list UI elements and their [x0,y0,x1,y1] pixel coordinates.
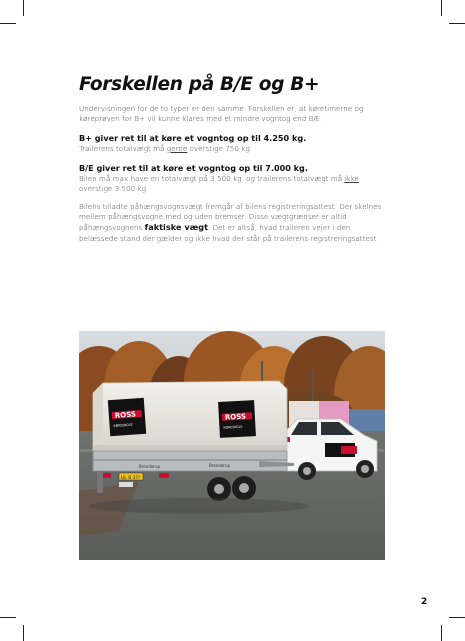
crop-mark [0,23,16,24]
crop-mark [441,625,442,641]
svg-text:ROSS: ROSS [224,412,247,422]
closing-paragraph: Bilens tilladte påhængsvognsvægt fremgår af bilens registreringsattest. Der skelnes mellem påhængsvogne med og uden bremser. Disse vægtgrænser er altid påhængsvognens faktiske vægt. Det er altså, hvad traileren vejer i den belæssede stand der gælder og ikke hvad der står på trailerens registreringsattest. [79,202,382,243]
page-content [79,74,389,244]
underlined-word: ikke [344,173,359,183]
svg-text:UL 8 3??: UL 8 3?? [121,476,141,481]
svg-text:KØRESKOLE: KØRESKOLE [223,424,243,430]
crop-mark [23,625,24,641]
section-heading-b-e: B/E giver ret til at køre et vogntog op til 7.000 kg. [79,163,308,174]
svg-text:ROSS: ROSS [114,410,137,420]
bold-phrase: faktiske vægt [144,222,208,233]
section-heading-b-plus: B+ giver ret til at køre et vogntog op til 4.250 kg. [79,133,307,144]
crop-mark [0,617,16,618]
intro-paragraph: Undervisningen for de to typer er den samme. Forskellen er, at køretimerne og køreprøven for B+ vil kunne klares med et mindre vogntog end B/E. [79,104,364,124]
svg-text:Brenderup: Brenderup [139,464,161,469]
svg-text:KØRESKOLE: KØRESKOLE [113,422,133,428]
ross-logo [218,400,256,438]
section-text-b-e: Bilen må max have en totalvægt på 3.500 kg. og trailerens totalvægt må ikke overstige 3.500 kg. [79,173,359,193]
ross-logo [108,398,146,436]
crop-mark [441,0,442,16]
trailer-photo [79,331,385,560]
underlined-word: gerne [166,143,188,153]
section-text-b-plus: Trailerens totalvægt må gerne overstige 750 kg. [79,143,253,153]
crop-mark [449,617,465,618]
crop-mark [23,0,24,16]
page-number: 2 [421,597,428,607]
crop-mark [449,23,465,24]
page-title: Forskellen på B/E og B+ [79,74,320,95]
svg-text:Brenderup: Brenderup [209,463,231,468]
